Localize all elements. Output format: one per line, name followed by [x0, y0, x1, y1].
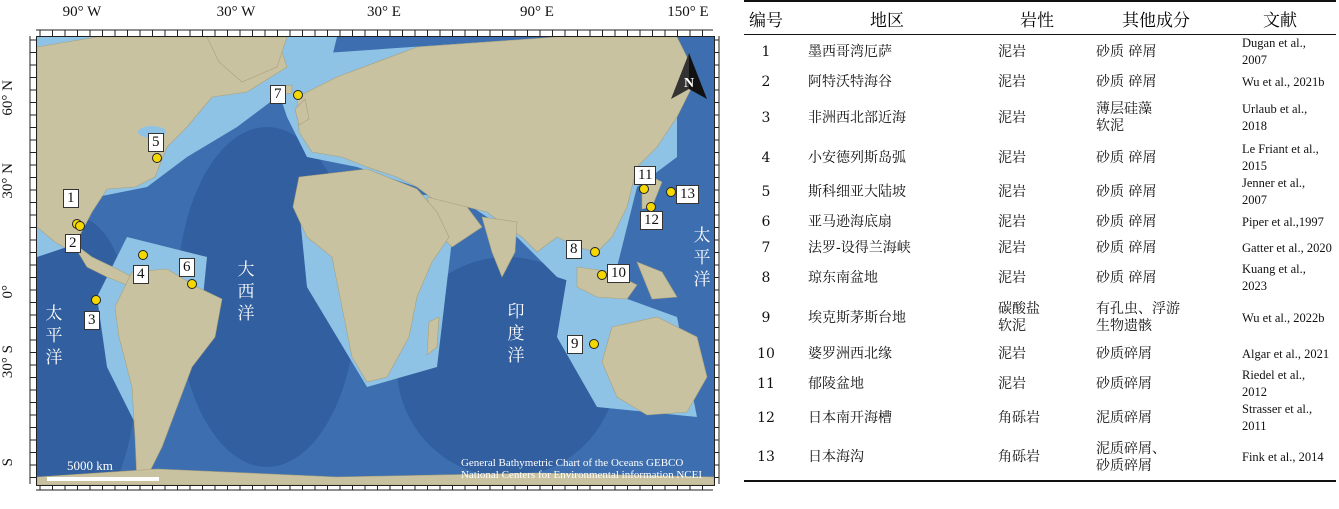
cell-components [1088, 261, 1228, 295]
header-lithology: 岩性 [1020, 10, 1054, 31]
cell-region: 日本南开海槽 [808, 409, 892, 426]
header-components: 其他成分 [1122, 10, 1190, 31]
cell-region: 郁陵盆地 [808, 375, 864, 392]
cell-components [1088, 295, 1228, 341]
cell-region: 阿特沃特海谷 [808, 73, 892, 90]
cell-region: 亚马逊海底扇 [808, 213, 892, 230]
longitude-label: 30° W [216, 4, 256, 20]
latitude-label: 30° N [0, 163, 16, 199]
cell-id: 1 [761, 43, 771, 60]
site-marker [640, 185, 649, 194]
longitude-label: 90° E [520, 4, 554, 20]
table-row [744, 235, 1336, 261]
cell-region: 斯科细亚大陆坡 [808, 183, 906, 200]
site-marker [294, 91, 303, 100]
site-label: 11 [634, 166, 656, 185]
site-marker [139, 251, 148, 260]
lithology-line: 泥岩 [998, 109, 1026, 126]
cell-id: 7 [761, 239, 771, 256]
cell-components [1088, 341, 1228, 367]
site-label: 2 [65, 234, 81, 253]
component-line: 砂质 碎屑 [1096, 239, 1157, 256]
lithology-line: 泥岩 [998, 239, 1026, 256]
ocean-label-pacific-west: 太平洋 [693, 226, 711, 290]
cell-lithology [990, 341, 1088, 367]
component-line: 薄层硅藻 [1096, 101, 1152, 117]
component-line: 泥质碎屑、 [1096, 440, 1166, 457]
latitude-label: 30° S [0, 345, 16, 379]
header-id: 编号 [749, 10, 783, 31]
site-marker [598, 271, 607, 280]
map-credit [461, 457, 702, 481]
cell-reference: Le Friant et al., 2015 [1242, 142, 1319, 173]
scale-bar [47, 477, 159, 481]
latitude-label: 60° N [0, 80, 16, 116]
bathymetry-map [37, 37, 714, 485]
cell-reference: Kuang et al., 2023 [1242, 262, 1306, 293]
component-line: 泥质碎屑 [1096, 409, 1152, 426]
cell-region: 墨西哥湾厄萨 [808, 43, 892, 60]
component-line: 软泥 [1096, 118, 1124, 134]
latitude-label: S [0, 458, 16, 467]
site-label: 6 [179, 258, 195, 277]
ocean-label-indian: 印度洋 [507, 302, 525, 366]
ocean-label-atlantic: 大西洋 [237, 260, 255, 324]
cell-lithology [990, 141, 1088, 175]
table-row [744, 35, 1336, 70]
site-marker [188, 280, 197, 289]
table-row [744, 69, 1336, 95]
cell-components [1088, 175, 1228, 209]
cell-reference: Wu et al., 2021b [1242, 74, 1325, 89]
lithology-line: 碳酸盐 [998, 301, 1040, 317]
cell-id: 2 [761, 73, 771, 90]
longitude-label: 30° E [367, 4, 401, 20]
cell-reference: Gatter et al., 2020 [1242, 240, 1332, 255]
cell-components [1088, 401, 1228, 435]
cell-lithology [990, 367, 1088, 401]
cell-region: 日本海沟 [808, 449, 864, 465]
scale-label: 5000 km [67, 458, 113, 473]
site-label: 5 [148, 133, 164, 152]
longitude-label: 150° E [667, 4, 709, 20]
site-marker [667, 188, 676, 197]
lithology-line: 软泥 [998, 318, 1026, 334]
cell-region: 法罗-设得兰海峡 [808, 239, 911, 256]
table-row [744, 141, 1336, 175]
component-line: 砂质 碎屑 [1096, 269, 1157, 286]
cell-id: 6 [761, 213, 771, 230]
cell-lithology [990, 35, 1088, 70]
north-arrow-icon [669, 51, 709, 101]
cell-components [1088, 69, 1228, 95]
cell-lithology [990, 435, 1088, 481]
cell-components [1088, 141, 1228, 175]
table-row [744, 295, 1336, 341]
lithology-line: 泥岩 [998, 213, 1026, 230]
site-label: 10 [607, 264, 630, 283]
cell-region: 小安德列斯岛弧 [808, 149, 906, 166]
site-marker [76, 222, 85, 231]
cell-region: 琼东南盆地 [808, 269, 878, 286]
cell-components [1088, 367, 1228, 401]
cell-id: 11 [757, 375, 775, 392]
cell-id: 5 [761, 183, 771, 200]
cell-id: 8 [761, 269, 771, 286]
site-label: 1 [63, 189, 79, 208]
component-line: 砂质碎屑 [1096, 457, 1152, 474]
cell-components [1088, 95, 1228, 141]
component-line: 砂质 碎屑 [1096, 213, 1157, 230]
cell-lithology [990, 235, 1088, 261]
header-reference: 文献 [1263, 10, 1297, 31]
cell-region: 婆罗洲西北缘 [808, 345, 892, 362]
cell-reference: Algar et al., 2021 [1242, 346, 1330, 361]
site-table-panel [744, 0, 1336, 509]
cell-components [1088, 235, 1228, 261]
cell-lithology [990, 95, 1088, 141]
lithology-line: 泥岩 [998, 269, 1026, 286]
cell-id: 9 [761, 309, 771, 326]
site-marker [590, 340, 599, 349]
component-line: 砂质 碎屑 [1096, 183, 1157, 200]
site-label: 4 [133, 265, 149, 284]
cell-lithology [990, 69, 1088, 95]
component-line: 有孔虫、浮游 [1096, 301, 1180, 317]
north-label: N [683, 76, 695, 91]
longitude-label: 90° W [62, 4, 102, 20]
site-marker [591, 248, 600, 257]
cell-reference: Wu et al., 2022b [1242, 310, 1325, 325]
cell-components [1088, 35, 1228, 70]
cell-components [1088, 435, 1228, 481]
lithology-line: 泥岩 [998, 375, 1026, 392]
cell-id: 3 [761, 109, 771, 126]
component-line: 砂质 碎屑 [1096, 43, 1157, 60]
credit-line: National Centers for Environmental information NCEI [460, 469, 702, 481]
cell-reference: Jenner et al., 2007 [1242, 176, 1306, 207]
table-row [744, 261, 1336, 295]
cell-lithology [990, 261, 1088, 295]
table-row [744, 95, 1336, 141]
table-row [744, 401, 1336, 435]
header-region: 地区 [870, 10, 904, 31]
site-table [744, 0, 1336, 482]
site-label: 12 [640, 211, 663, 230]
site-marker [153, 154, 162, 163]
latitude-label: 0° [0, 285, 16, 299]
cell-region: 埃克斯茅斯台地 [808, 309, 906, 326]
ocean-label-pacific: 太平洋 [45, 304, 63, 368]
cell-components [1088, 209, 1228, 235]
site-marker [92, 296, 101, 305]
cell-region: 非洲西北部近海 [808, 109, 906, 126]
cell-lithology [990, 209, 1088, 235]
table-row [744, 341, 1336, 367]
lithology-line: 泥岩 [998, 43, 1026, 60]
site-label: 9 [567, 335, 583, 354]
cell-reference: Fink et al., 2014 [1242, 450, 1324, 464]
cell-lithology [990, 295, 1088, 341]
lithology-line: 泥岩 [998, 345, 1026, 362]
cell-reference: Piper et al.,1997 [1242, 214, 1324, 229]
lithology-line: 角砾岩 [998, 449, 1040, 465]
site-label: 7 [270, 85, 286, 104]
table-header-row [744, 1, 1336, 35]
lithology-line: 泥岩 [998, 183, 1026, 200]
cell-lithology [990, 401, 1088, 435]
cell-lithology [990, 175, 1088, 209]
credit-line: General Bathymetric Chart of the Oceans GEBCO [460, 457, 684, 469]
table-row [744, 367, 1336, 401]
site-label: 8 [566, 240, 582, 259]
cell-id: 4 [761, 149, 771, 166]
cell-id: 10 [757, 345, 775, 362]
cell-reference: Riedel et al., 2012 [1242, 368, 1306, 399]
site-label: 13 [676, 185, 699, 204]
cell-reference: Strasser et al., 2011 [1242, 402, 1313, 433]
cell-reference: Dugan et al., 2007 [1242, 36, 1306, 67]
table-row [744, 209, 1336, 235]
component-line: 砂质 碎屑 [1096, 149, 1157, 166]
cell-reference: Urlaub et al., 2018 [1242, 102, 1308, 133]
component-line: 砂质碎屑 [1096, 375, 1152, 392]
component-line: 生物遗骸 [1096, 318, 1152, 334]
site-label: 3 [84, 311, 100, 330]
lithology-line: 泥岩 [998, 73, 1026, 90]
table-row [744, 435, 1336, 481]
lithology-line: 泥岩 [998, 149, 1026, 166]
lithology-line: 角砾岩 [998, 409, 1040, 426]
table-row [744, 175, 1336, 209]
cell-id: 12 [757, 409, 775, 426]
cell-id: 13 [757, 449, 775, 465]
component-line: 砂质 碎屑 [1096, 73, 1157, 90]
map-frame [36, 36, 715, 486]
component-line: 砂质碎屑 [1096, 345, 1152, 362]
